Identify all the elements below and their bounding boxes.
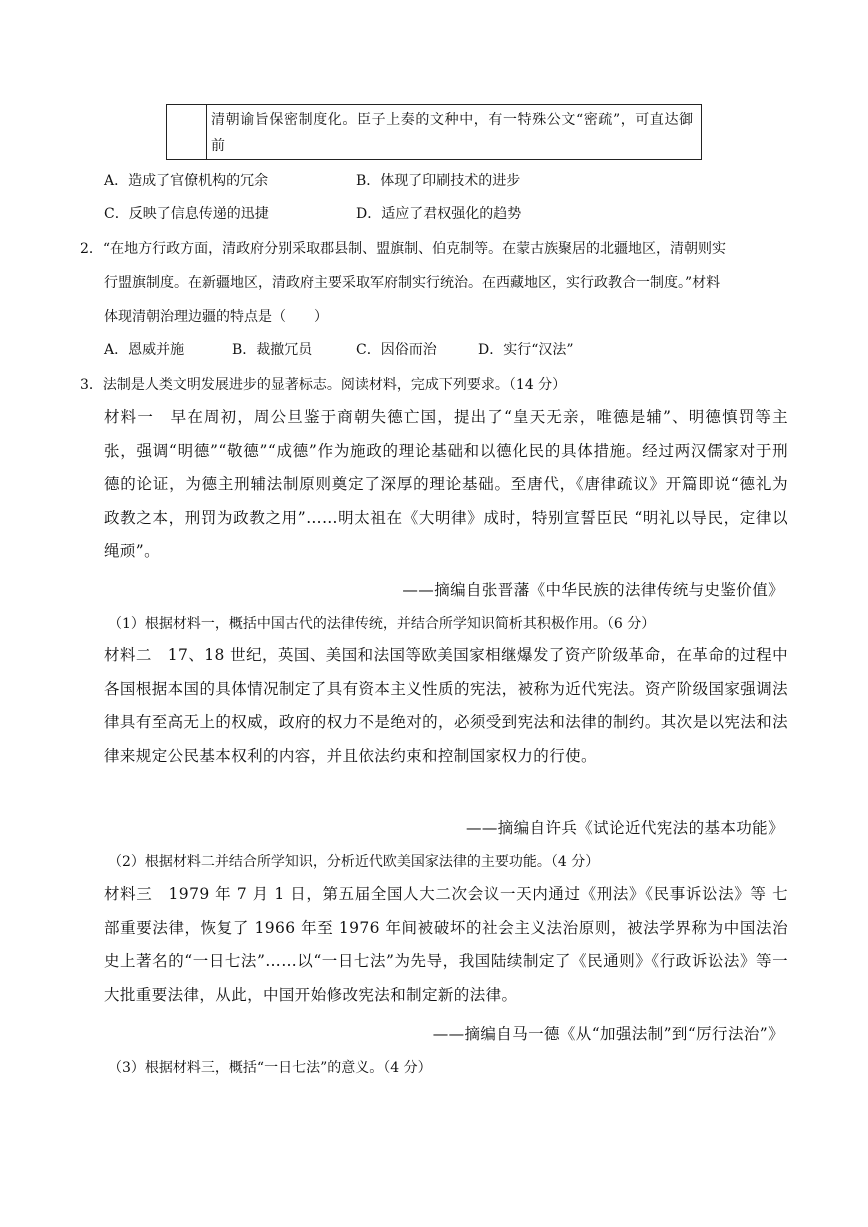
- source-2: ——摘编自许兵《试论近代宪法的基本功能》: [465, 819, 784, 837]
- q1-option-a: A．造成了官僚机构的冗余: [104, 173, 269, 189]
- q2-line-3: 体现清朝治理边疆的特点是（ ）: [104, 309, 328, 325]
- q1-option-c: C．反映了信息传递的迅捷: [104, 206, 269, 222]
- q2-line-2: 行盟旗制度。在新疆地区，清政府主要采取军府制实行统治。在西藏地区，实行政教合一制度。”材料: [104, 275, 721, 291]
- q1-option-d: D．适应了君权强化的趋势: [356, 206, 522, 222]
- q2-option-c: C．因俗而治: [356, 342, 437, 358]
- q2-option-d: D．实行“汉法”: [478, 342, 574, 358]
- question-3: （3）根据材料三，概括“一日七法”的意义。（4 分）: [108, 1060, 432, 1076]
- source-3: ——摘编自马一德《从“加强法制”到“厉行法治”》: [432, 1025, 784, 1043]
- material-2: 材料二 17、18 世纪，英国、美国和法国等欧美国家相继爆发了资产阶级革命，在革命的过程中各国根据本国的具体情况制定了具有资本主义性质的宪法，被称为近代宪法。资产阶级国家强调法律具有至高无上的权威，政府的权力不是绝对的，必须受到宪法和法律的制约。其次是以宪法和法律来规定公民基本权利的内容，并且依法约束和控制国家权力的行使。: [104, 646, 788, 765]
- table-text-cell: 清朝谕旨保密制度化。臣子上奏的文种中，有一特殊公文“密疏”，可直达御前: [211, 112, 694, 154]
- material-1: 材料一 早在周初，周公旦鉴于商朝失德亡国，提出了“皇天无亲，唯德是辅”、明德慎罚等主张，强调“明德”“敬德”“成德”作为施政的理论基础和以德化民的具体措施。经过两汉儒家对于刑德的论证，为德主刑辅法制原则奠定了深厚的理论基础。至唐代，《唐律疏议》开篇即说“德礼为政教之本，刑罚为政教之用”……明太祖在《大明律》成时，特别宣誓臣民 “明礼以导民，定律以绳顽”。: [104, 408, 788, 560]
- material-3: 材料三 1979 年 7 月 1 日，第五届全国人大二次会议一天内通过《刑法》《民事诉讼法》等 七部重要法律，恢复了 1966 年至 1976 年间被破坏的社会主义法治原则，被法学界称为中国法治史上著名的“一日七法”……以“一日七法”为先导，我国陆续制定了《民通则》《行政诉讼法》等一大批重要法律，从此，中国开始修改宪法和制定新的法律。: [104, 885, 788, 1004]
- q1-option-b: B．体现了印刷技术的进步: [356, 173, 521, 189]
- material-table: [166, 104, 702, 160]
- question-2: （2）根据材料二并结合所学知识，分析近代欧美国家法律的主要功能。（4 分）: [108, 854, 600, 870]
- source-1: ——摘编自张晋藩《中华民族的法律传统与史鉴价值》: [402, 581, 784, 599]
- q3-intro: 3．法制是人类文明发展进步的显著标志。阅读材料，完成下列要求。（14 分）: [80, 377, 567, 393]
- question-1: （1）根据材料一，概括中国古代的法律传统，并结合所学知识简析其积极作用。（6 分）: [108, 616, 656, 632]
- table-empty-cell: [167, 105, 207, 159]
- q2-option-a: A．恩威并施: [104, 342, 185, 358]
- q2-line-1: 2．“在地方行政方面，清政府分别采取郡县制、盟旗制、伯克制等。在蒙古族聚居的北疆地区，清朝则实: [80, 241, 727, 257]
- q2-option-b: B．裁撤冗员: [232, 342, 313, 358]
